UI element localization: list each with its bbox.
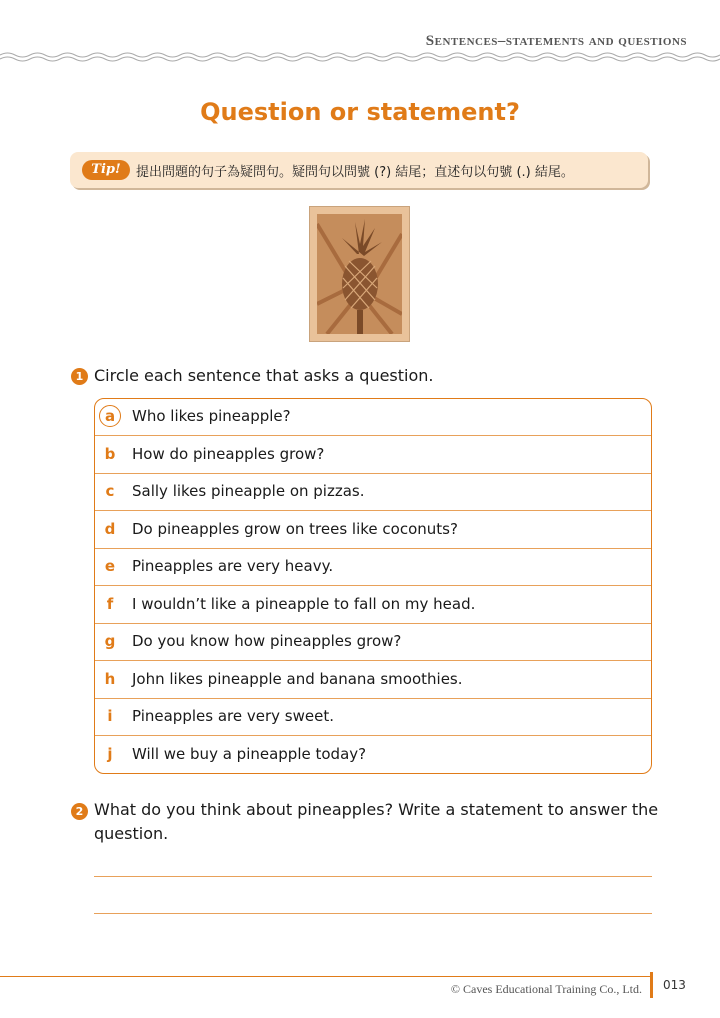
- footer-line: [0, 976, 650, 977]
- sentence-letter: b: [104, 444, 116, 463]
- sentence-letter: j: [107, 744, 113, 763]
- page-title: Question or statement?: [200, 98, 520, 126]
- tip-box: [70, 152, 648, 188]
- sentence-list: [94, 398, 652, 774]
- tip-badge: Tip!: [82, 160, 130, 180]
- sentence-row[interactable]: [95, 474, 651, 511]
- sentence-row[interactable]: [95, 662, 651, 699]
- page-number-box: [650, 972, 720, 998]
- header-wave-divider: [0, 52, 720, 62]
- sentence-text[interactable]: How do pineapples grow?: [132, 444, 325, 463]
- page-number: 013: [663, 978, 686, 992]
- sentence-row[interactable]: [95, 399, 651, 436]
- sentence-letter: e: [104, 557, 116, 575]
- sentence-letter: f: [106, 594, 114, 613]
- sentence-letter: d: [104, 519, 116, 538]
- sentence-row[interactable]: [95, 549, 651, 586]
- answer-line-2[interactable]: [94, 913, 652, 914]
- question-1-number: 1: [71, 368, 88, 385]
- sentence-letter: h: [104, 669, 116, 688]
- sentence-text[interactable]: Will we buy a pineapple today?: [132, 744, 367, 763]
- sentence-letter: i: [107, 707, 113, 725]
- sentence-text[interactable]: Do pineapples grow on trees like coconuts?: [132, 519, 458, 538]
- footer-copyright: © Caves Educational Training Co., Ltd.: [450, 982, 642, 996]
- sentence-text[interactable]: Pineapples are very heavy.: [132, 557, 334, 575]
- sentence-text[interactable]: I wouldn’t like a pineapple to fall on my head.: [132, 594, 476, 613]
- question-2-prompt-line-2: question.: [94, 824, 169, 843]
- sentence-row[interactable]: [95, 512, 651, 549]
- sentence-text[interactable]: John likes pineapple and banana smoothies.: [132, 669, 463, 688]
- answer-line-1[interactable]: [94, 876, 652, 877]
- sentence-text[interactable]: Sally likes pineapple on pizzas.: [132, 482, 365, 500]
- sentence-row[interactable]: [95, 624, 651, 661]
- sentence-text[interactable]: Do you know how pineapples grow?: [132, 632, 402, 650]
- sentence-row[interactable]: [95, 737, 651, 774]
- header-section-title: Sentences–statements and questions: [425, 33, 687, 49]
- question-2-prompt-line-1: What do you think about pineapples? Write a statement to answer the: [94, 800, 659, 819]
- pineapple-photo: [309, 206, 410, 342]
- sentence-letter: c: [105, 482, 115, 500]
- pineapple-icon: [317, 214, 402, 334]
- sentence-row[interactable]: [95, 699, 651, 736]
- tip-text: 提出問題的句子為疑問句。疑問句以問號 (?) 結尾；直述句以句號 (.) 結尾。: [136, 165, 574, 180]
- sentence-row[interactable]: [95, 437, 651, 474]
- sentence-text[interactable]: Pineapples are very sweet.: [132, 707, 334, 725]
- question-1-prompt: Circle each sentence that asks a question.: [94, 366, 434, 385]
- sentence-letter: g: [104, 632, 116, 650]
- question-2-number: 2: [71, 803, 88, 820]
- sentence-letter: a: [99, 405, 121, 427]
- sentence-row[interactable]: [95, 587, 651, 624]
- sentence-text[interactable]: Who likes pineapple?: [132, 407, 291, 425]
